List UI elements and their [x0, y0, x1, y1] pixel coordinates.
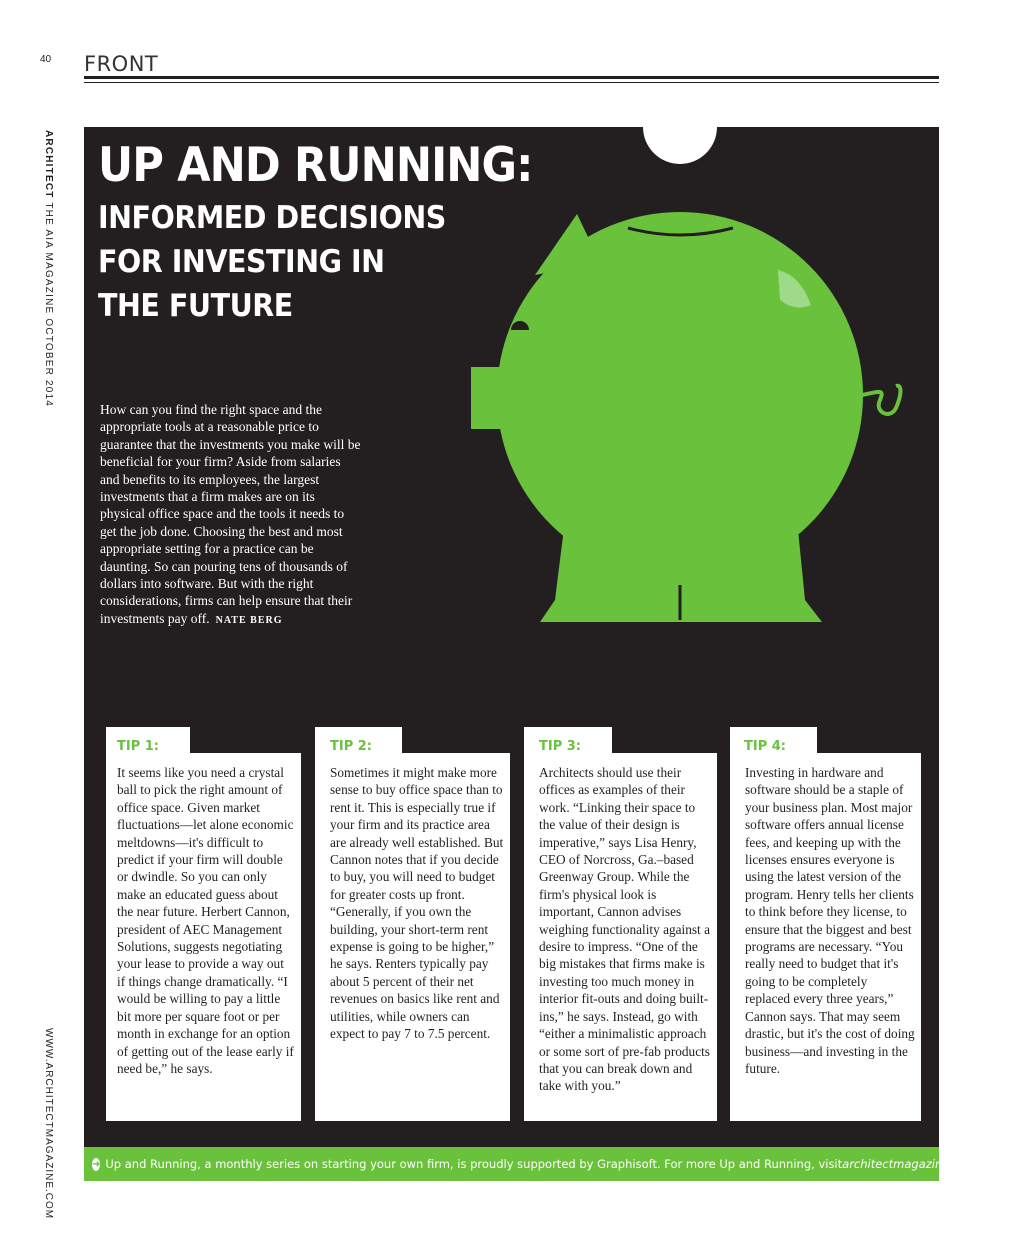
arrow-right-icon: ➜: [92, 1158, 101, 1170]
byline: NATE BERG: [215, 614, 283, 626]
tip-4-text: Investing in hardware and software should be a staple of your business plan. Most major software offers annual license fees, and keeping up with the licenses ensures everyone is using the latest version of the program. Henry tells her clients to think before they license, to ensure that the biggest and best programs are necessary. “You really need to budget that it's going to be completely replaced every three years,” Cannon says. That may seem drastic, but it's the cost of doing business—and investing in the future.: [745, 765, 915, 1076]
page-number: 40: [40, 54, 52, 65]
article-subtitle: [98, 196, 448, 328]
tip-1-text: It seems like you need a crystal ball to pick the right amount of office space. Given market fluctuations—let alone economic meltdowns—it's difficult to predict if your firm will double or dwindle. So you can only make an educated guess about the near future. Herbert Cannon, president of AEC Management Solutions, suggests negotiating your lease to provide a way out if things change dramatically. “I would be willing to pay a little bit more per square foot or per month in exchange for an option of getting out of the lease early if need be,” he says.: [117, 765, 294, 1076]
subtitle-line: INFORMED DECISIONS: [98, 200, 446, 236]
footer-text: Up and Running, a monthly series on starting your own firm, is proudly supported by Graphisoft. For more Up and Running, visit: [105, 1157, 843, 1171]
magazine-name: THE AIA MAGAZINE: [43, 198, 54, 319]
intro-text: How can you find the right space and the appropriate tools at a reasonable price to guarantee that the investments you make will be beneficial for your firm? Aside from salaries and benefits to its employees, the largest investments that a firm makes are on its physical office space and the tools it needs to get the job done. Choosing the best and most appropriate setting for a practice can be daunting. So can pouring tens of thousands of dollars into software. But with the right considerations, firms can help ensure that their investments pay off.: [100, 402, 361, 626]
subtitle-line: FOR INVESTING IN: [98, 244, 385, 280]
article-intro: [100, 401, 362, 629]
coin-icon: [643, 127, 717, 164]
tip-3-label: TIP 3:: [539, 739, 582, 754]
article-title: UP AND RUNNING:: [98, 138, 533, 193]
header-rule: [84, 76, 939, 79]
pig-snout: [471, 367, 511, 429]
tip-2-label: TIP 2:: [330, 739, 373, 754]
footer-end: .: [977, 1157, 982, 1171]
piggy-bank-icon: [460, 127, 939, 627]
subtitle-line: THE FUTURE: [98, 288, 293, 324]
pig-tail: [862, 386, 901, 414]
sidebar-masthead: [40, 130, 54, 408]
tip-1-label: TIP 1:: [117, 739, 160, 754]
tip-4-label: TIP 4:: [744, 739, 787, 754]
tip-2-text: Sometimes it might make more sense to buy office space than to rent it. This is especially true if your firm and its practice area are already well established. But Cannon notes that if you decide to buy, you will need to budget for greater costs up front. “Generally, if you own the building, your short-term rent expense is going to be higher,” he says. Renters typically pay about 5 percent of their net revenues on basics like rent and utilities, while owners can expect to pay 7 to 7.5 percent.: [330, 765, 504, 1042]
pig-body: [497, 212, 863, 578]
website-url[interactable]: WWW.ARCHITECTMAGAZINE.COM: [43, 1028, 54, 1220]
brand-name: ARCHITECT: [43, 130, 54, 199]
section-title: FRONT: [84, 52, 159, 76]
tip-3-text: Architects should use their offices as examples of their work. “Linking their space to the value of their design is imperative,” says Lisa Henry, CEO of Norcross, Ga.–based Greenway Group. While the firm's physical look is important, Cannon advises weighing functionality against a desire to impress. “One of the big mistakes that firms make is investing too much money in interior fit-outs and doing built-ins,” he says. Instead, go with “either a minimalistic approach or some sort of pre-fab products that you can break down and take with you.”: [539, 765, 710, 1094]
sponsor-footer: [84, 1147, 982, 1181]
issue-date: OCTOBER 2014: [43, 318, 54, 408]
footer-link[interactable]: architectmagazine.com: [842, 1157, 978, 1171]
header-rule-thin: [84, 82, 939, 83]
